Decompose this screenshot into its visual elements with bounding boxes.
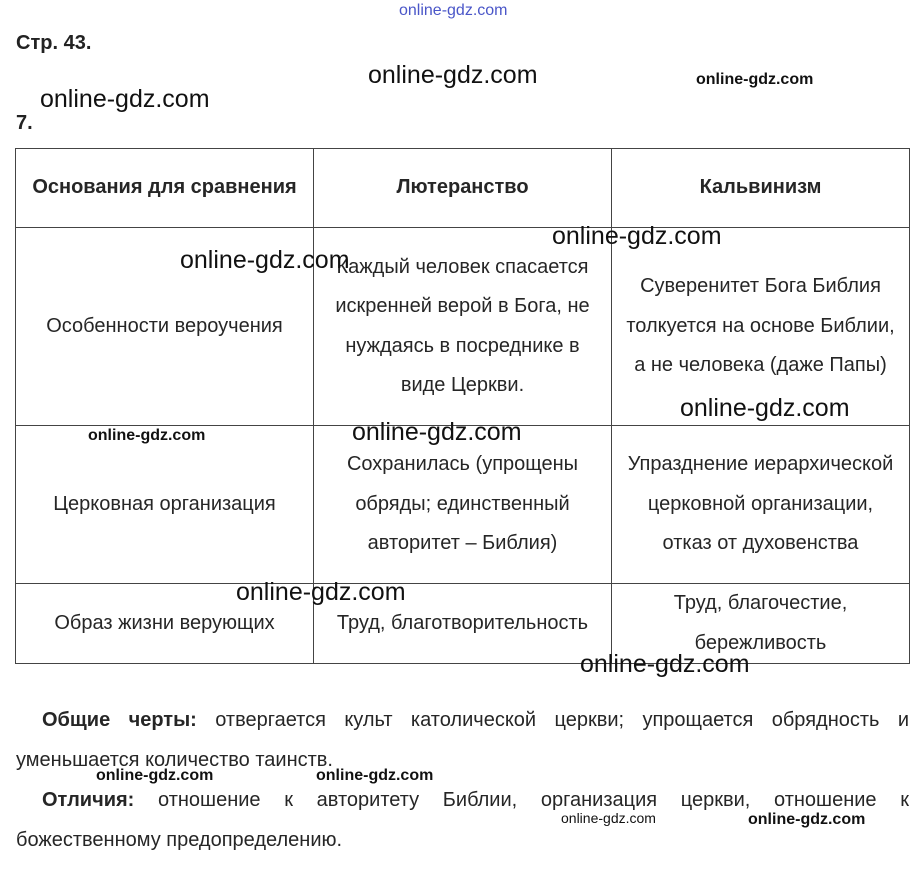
table-header-row bbox=[16, 149, 910, 228]
table-row bbox=[16, 584, 910, 664]
watermark: online-gdz.com bbox=[368, 61, 538, 89]
cell-criterion: Особенности вероучения bbox=[16, 228, 314, 426]
common-features-label: Общие черты: bbox=[42, 709, 197, 731]
cell-lutheranism: Каждый человек спасается искренней верой в Бога, не нуждаясь в посреднике в виде Церкви. bbox=[314, 228, 612, 426]
task-number: 7. bbox=[16, 112, 33, 134]
watermark: online-gdz.com bbox=[561, 810, 656, 826]
watermark: online-gdz.com bbox=[552, 222, 722, 250]
cell-lutheranism: Сохранилась (упрощены обряды; единственный авторитет – Библия) bbox=[314, 426, 612, 584]
watermark: online-gdz.com bbox=[180, 246, 350, 274]
differences-label: Отличия: bbox=[42, 789, 135, 811]
cell-calvinism: Труд, благочестие, бережливость bbox=[612, 584, 910, 664]
table-row bbox=[16, 426, 910, 584]
watermark: online-gdz.com bbox=[96, 767, 214, 784]
watermark: online-gdz.com bbox=[696, 71, 814, 88]
watermark: online-gdz.com bbox=[352, 418, 522, 446]
header-lutheranism: Лютеранство bbox=[314, 149, 612, 228]
cell-lutheranism: Труд, благотворительность bbox=[314, 584, 612, 664]
watermark: online-gdz.com bbox=[748, 811, 866, 828]
common-features-text: отвергается культ католической церкви; упрощается обрядность и уменьшается количество таинств. bbox=[16, 709, 910, 771]
differences-text: отношение к авторитету Библии, организация церкви, отношение к божественному предопределению. bbox=[16, 789, 909, 851]
watermark: online-gdz.com bbox=[580, 650, 750, 678]
page-reference: Стр. 43. bbox=[16, 32, 92, 54]
header-criterion: Основания для сравнения bbox=[16, 149, 314, 228]
cell-criterion: Церковная организация bbox=[16, 426, 314, 584]
cell-calvinism: Суверенитет Бога Библия толкуется на основе Библии, а не человека (даже Папы) bbox=[612, 228, 910, 426]
header-calvinism: Кальвинизм bbox=[612, 149, 910, 228]
watermark: online-gdz.com bbox=[40, 85, 210, 113]
cell-calvinism: Упразднение иерархической церковной организации, отказ от духовенства bbox=[612, 426, 910, 584]
watermark: online-gdz.com bbox=[399, 2, 508, 19]
watermark: online-gdz.com bbox=[316, 767, 434, 784]
watermark: online-gdz.com bbox=[680, 394, 850, 422]
watermark: online-gdz.com bbox=[236, 578, 406, 606]
cell-criterion: Образ жизни верующих bbox=[16, 584, 314, 664]
watermark: online-gdz.com bbox=[88, 427, 206, 444]
